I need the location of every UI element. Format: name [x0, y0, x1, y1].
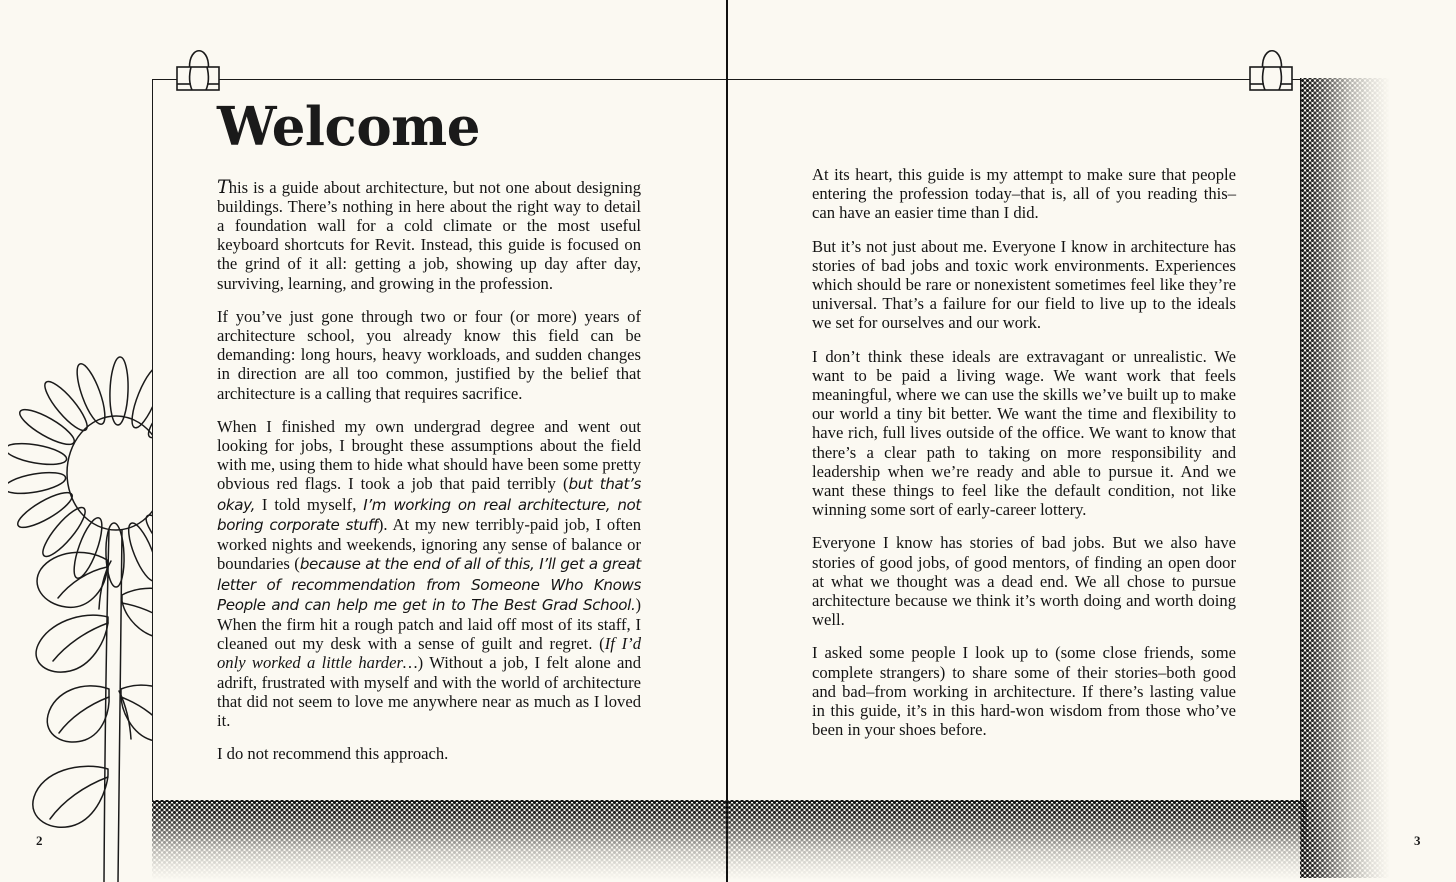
- right-page-text-column: [812, 165, 1236, 739]
- binder-clip-icon-left: [170, 46, 226, 96]
- paragraph-left-2: If you’ve just gone through two or four (or more) years of architecture school, you already know this field can be demanding: long hours, heavy workloads, and sudden changes in direction are all too common, justified by the belief that architecture is a calling that requires sacrifice.: [217, 306, 641, 403]
- paragraph-right-3: I don’t think these ideals are extravagant or unrealistic. We want to be paid a living wage. We want work that feels meaningful, where we can use the skills we’ve built up to make our world a tiny bit better. We want the time and flexibility to have rich, full lives outside of the office. We want to know that there’s a clear path to taking on more responsibility and leadership when we’re ready and able to pursue it. And we want these things to feel like the default condition, not like winning some sort of early-career lottery.: [812, 346, 1236, 520]
- p3-italic-3: because at the end of all of this, I’ll get a great letter of recommendation from Someone Who Knows People and can help me get in to The Best Grad School.: [217, 555, 641, 614]
- page-number-right: 3: [1414, 833, 1421, 848]
- paragraph-left-4: I do not recommend this approach.: [217, 744, 449, 764]
- drop-cap-initial: T: [217, 176, 229, 198]
- left-page-text-column: [217, 96, 642, 764]
- paragraph-right-2: But it’s not just about me. Everyone I know in architecture has stories of bad jobs and toxic work environments. Experiences which should be rare or nonexistent sometimes feel like they’re universal. That’s a failure for our field to live up to the ideals we set for ourselves and our work.: [812, 236, 1236, 333]
- paragraph-right-4: Everyone I know has stories of bad jobs. But we also have stories of good jobs, of good mentors, of finding an open door at what we thought was a dead end. We all chose to pursue architecture because we think it’s worth doing and worth doing well.: [812, 533, 1236, 630]
- p3-segment-a: When I finished my own undergrad degree and went out looking for jobs, I brought these assumptions about the field with me, using them to hide what should have been some pretty obvious red flags. I took a job that paid terribly (: [217, 416, 641, 494]
- p3-italic-2: I’m working on real architecture, not boring corporate stuff: [217, 495, 642, 534]
- p3-italic-4: If I’d only worked a little harder…: [217, 634, 642, 673]
- p3-segment-b: I told myself,: [255, 494, 364, 514]
- paragraph-left-1: [217, 178, 641, 293]
- page-title: Welcome: [217, 96, 480, 158]
- center-gutter-line: [726, 0, 728, 882]
- p3-segment-c: ). At my new terribly-paid job, I often worked nights and weekends, ignoring any sense of balance or boundaries (: [217, 514, 641, 574]
- p3-italic-1: but that’s okay,: [217, 475, 641, 514]
- p3-segment-e: ) Without a job, I felt alone and adrift, frustrated with myself and with the world of architecture that did not seem to love me anywhere near as much as I loved it.: [217, 653, 641, 730]
- paragraph-left-3: [217, 417, 641, 730]
- paragraph-right-5: I asked some people I look up to (some close friends, some complete strangers) to share some of their stories–both good and bad–from working in architecture. If there’s lasting value in this guide, it’s in this hard-won wisdom from those who’ve been in your shoes before.: [812, 643, 1236, 740]
- page-number-left: 2: [36, 833, 43, 848]
- paragraph-left-1-text: his is a guide about architecture, but not one about designing buildings. There’s nothing in here about the right way to detail a foundation wall for a cold climate or the most useful keyboard shortcuts for Revit. Instead, this guide is focused on the grind of it all: getting a job, showing up day after day, surviving, learning, and growing in the profession.: [217, 177, 641, 293]
- paragraph-right-1: At its heart, this guide is my attempt to make sure that people entering the profession today–that is, all of you reading this–can have an easier time than I did.: [812, 165, 1236, 223]
- binder-clip-icon-right: [1243, 46, 1299, 96]
- p3-segment-d: ) When the firm hit a rough patch and laid off most of its staff, I cleaned out my desk with a sense of guilt and regret. (: [217, 594, 641, 654]
